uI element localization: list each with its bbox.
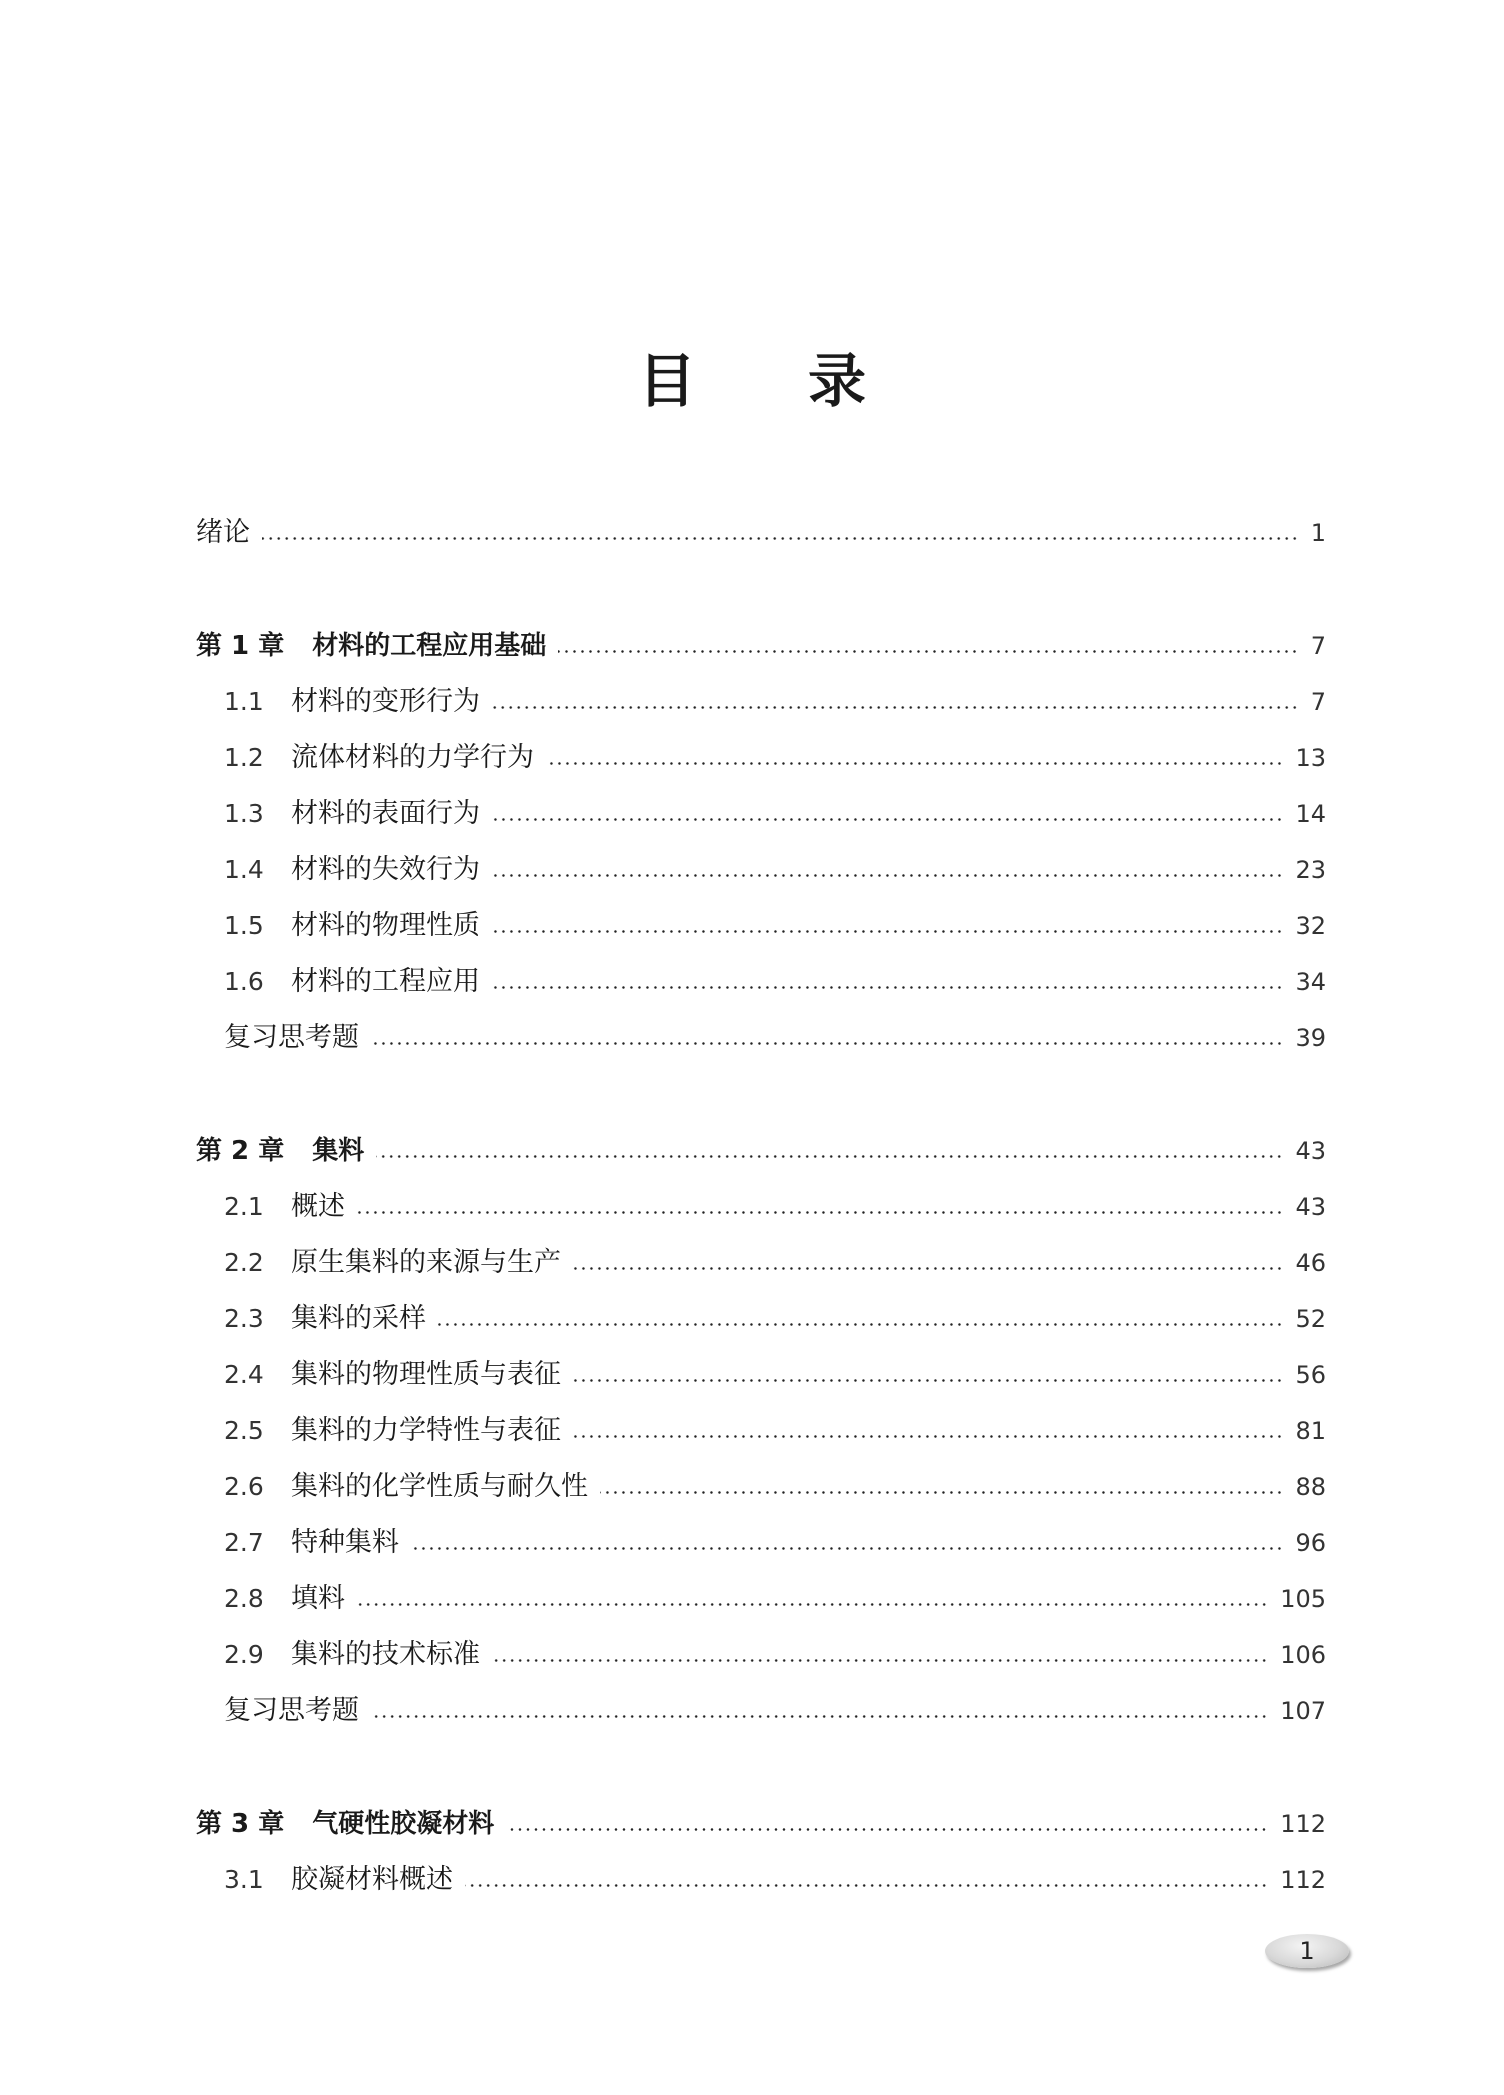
toc-entry: [196, 513, 1326, 553]
toc-entry: [196, 1355, 1326, 1395]
toc-entry-title: 概述: [291, 1191, 345, 1222]
dot-leader: [506, 1828, 1268, 1831]
toc-entry: [196, 738, 1326, 778]
toc-entry-title: 气硬性胶凝材料: [312, 1809, 495, 1839]
toc-entry-number: 2.9: [224, 1640, 264, 1669]
toc-entry: [196, 906, 1326, 946]
toc-entry-number: 1.2: [224, 743, 264, 772]
toc-entry-page: 1: [1310, 519, 1326, 547]
dot-leader: [558, 650, 1299, 653]
dot-leader: [492, 930, 1283, 933]
toc-entry-number: 1.6: [224, 967, 264, 996]
toc-entry: [196, 962, 1326, 1002]
toc-entry: [196, 1467, 1326, 1507]
toc-entry: [196, 1187, 1326, 1227]
toc-entry: [196, 1243, 1326, 1283]
dot-leader: [492, 1659, 1268, 1662]
title-char-2: 录: [808, 347, 867, 415]
toc-entry-page: 112: [1280, 1866, 1326, 1894]
toc-entry-title: 材料的失效行为: [291, 854, 480, 885]
toc-entry-number: 2.4: [224, 1360, 264, 1389]
page-number-badge: [1265, 1934, 1349, 1968]
dot-leader: [262, 537, 1299, 540]
toc-entry-number: 第 2 章: [196, 1136, 285, 1166]
dot-leader: [573, 1267, 1283, 1270]
toc-entry-number: 2.3: [224, 1304, 264, 1333]
toc-entry-page: 81: [1295, 1417, 1326, 1445]
toc-entry-number: 1.5: [224, 911, 264, 940]
dot-leader: [492, 986, 1283, 989]
toc-entry-page: 107: [1280, 1697, 1326, 1725]
toc-entry-page: 34: [1295, 968, 1326, 996]
toc-entry-number: 2.7: [224, 1528, 264, 1557]
toc-entry: [196, 1523, 1326, 1563]
toc-entry-title: 材料的物理性质: [291, 910, 480, 941]
toc-entry-number: 第 1 章: [196, 631, 285, 661]
toc-entry-title: 材料的工程应用基础: [312, 631, 547, 661]
toc-entry-title: 材料的表面行为: [291, 798, 480, 829]
toc-entry: [196, 850, 1326, 890]
dot-leader: [357, 1211, 1283, 1214]
toc-entry: [196, 1860, 1326, 1900]
toc-entry-page: 13: [1295, 744, 1326, 772]
dot-leader: [573, 1435, 1283, 1438]
toc-entry: [196, 794, 1326, 834]
toc-entry-number: 2.6: [224, 1472, 264, 1501]
toc-entry-page: 112: [1280, 1810, 1326, 1838]
toc-entry-number: 3.1: [224, 1865, 264, 1894]
toc-entry: [196, 1299, 1326, 1339]
toc-entry-title: 集料的力学特性与表征: [291, 1415, 561, 1446]
dot-leader: [371, 1715, 1268, 1718]
page-title: [0, 347, 1504, 415]
toc-entry-title: 集料的采样: [291, 1303, 426, 1334]
toc-entry-number: 2.2: [224, 1248, 264, 1277]
toc-entry-page: 56: [1295, 1361, 1326, 1389]
toc-entry-page: 32: [1295, 912, 1326, 940]
toc-entry: [196, 1691, 1326, 1731]
toc-entry: [196, 1635, 1326, 1675]
dot-leader: [492, 818, 1283, 821]
toc-entry-page: 23: [1295, 856, 1326, 884]
toc-entry-page: 106: [1280, 1641, 1326, 1669]
toc-entry: [196, 1131, 1326, 1171]
page-number: 1: [1299, 1937, 1315, 1965]
toc-entry-title: 集料的技术标准: [291, 1639, 480, 1670]
toc-entry-number: 1.1: [224, 687, 264, 716]
dot-leader: [357, 1603, 1268, 1606]
dot-leader: [573, 1379, 1283, 1382]
dot-leader: [411, 1547, 1283, 1550]
dot-leader: [371, 1042, 1283, 1045]
toc-entry-title: 复习思考题: [224, 1695, 359, 1726]
toc-entry: [196, 626, 1326, 666]
toc-entry: [196, 1018, 1326, 1058]
toc-entry-number: 1.3: [224, 799, 264, 828]
dot-leader: [465, 1884, 1268, 1887]
toc-entry-title: 材料的变形行为: [291, 686, 480, 717]
toc-entry-title: 绪论: [196, 517, 250, 548]
toc-entry-page: 7: [1310, 688, 1326, 716]
toc-entry-title: 填料: [291, 1583, 345, 1614]
toc-entry-page: 52: [1295, 1305, 1326, 1333]
toc-entry: [196, 1804, 1326, 1844]
toc-entry-number: 2.1: [224, 1192, 264, 1221]
dot-leader: [438, 1323, 1283, 1326]
dot-leader: [492, 706, 1299, 709]
dot-leader: [600, 1491, 1283, 1494]
toc-entry-title: 原生集料的来源与生产: [291, 1247, 561, 1278]
toc-entry-title: 集料: [312, 1136, 365, 1166]
dot-leader: [492, 874, 1283, 877]
toc-entry-title: 集料的化学性质与耐久性: [291, 1471, 588, 1502]
toc-entry-title: 特种集料: [291, 1527, 399, 1558]
toc-entry-title: 集料的物理性质与表征: [291, 1359, 561, 1390]
toc-entry-title: 流体材料的力学行为: [291, 742, 534, 773]
toc-entry: [196, 1579, 1326, 1619]
toc-entry-number: 第 3 章: [196, 1809, 285, 1839]
toc-entry: [196, 1411, 1326, 1451]
toc-entry-page: 46: [1295, 1249, 1326, 1277]
toc-entry-number: 2.8: [224, 1584, 264, 1613]
toc-entry-page: 14: [1295, 800, 1326, 828]
toc-entry-page: 88: [1295, 1473, 1326, 1501]
toc-entry-number: 2.5: [224, 1416, 264, 1445]
toc-entry-page: 43: [1295, 1137, 1326, 1165]
toc-entry-title: 复习思考题: [224, 1022, 359, 1053]
title-char-1: 目: [637, 347, 696, 415]
toc-entry-page: 39: [1295, 1024, 1326, 1052]
dot-leader: [546, 762, 1283, 765]
toc-entry-title: 材料的工程应用: [291, 966, 480, 997]
toc-entry-page: 105: [1280, 1585, 1326, 1613]
toc-entry-number: 1.4: [224, 855, 264, 884]
toc-entry-page: 96: [1295, 1529, 1326, 1557]
toc-entry: [196, 682, 1326, 722]
toc-entry-page: 7: [1310, 632, 1326, 660]
toc-entry-page: 43: [1295, 1193, 1326, 1221]
toc-entry-title: 胶凝材料概述: [291, 1864, 453, 1895]
dot-leader: [376, 1155, 1283, 1158]
